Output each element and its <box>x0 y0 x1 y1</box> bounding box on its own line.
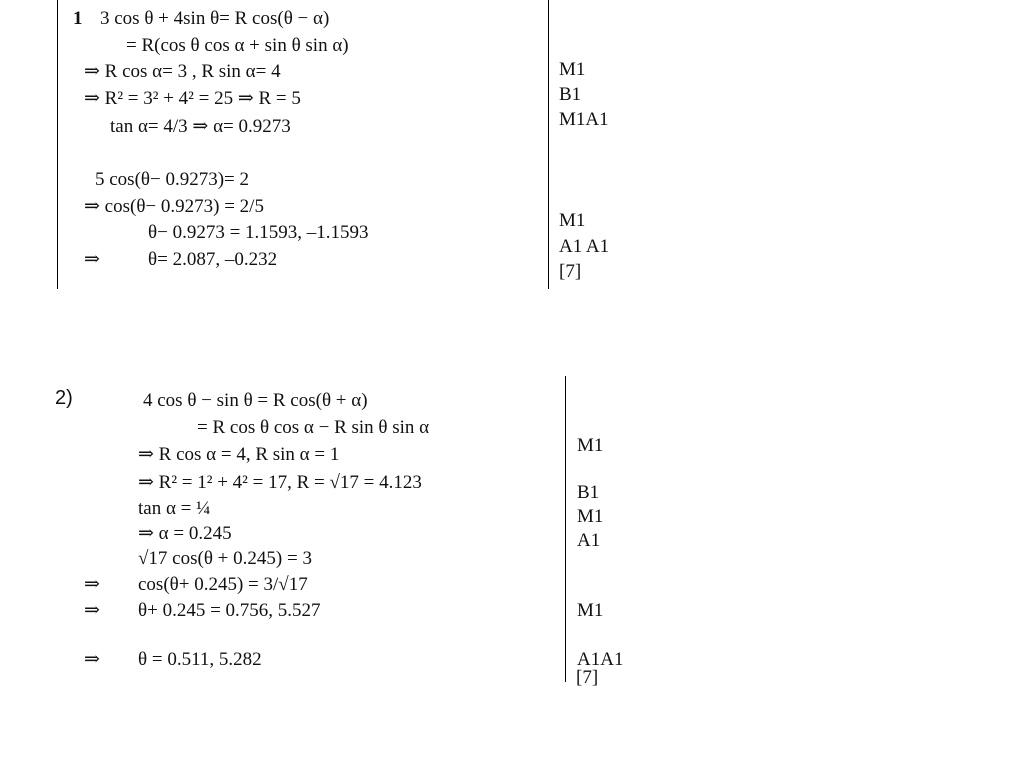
q2-implies-arrow-1: ⇒ <box>84 574 100 595</box>
q1-mark-6: [7] <box>559 261 582 282</box>
q1-line-10: θ= 2.087, –0.232 <box>148 249 278 270</box>
q1-implies-arrow: ⇒ <box>84 249 100 270</box>
q1-line-6: 5 cos(θ− 0.9273)= 2 <box>95 169 250 190</box>
q2-line-2: = R cos θ cos α − R sin θ sin α <box>197 417 430 438</box>
q2-mark-7-clipped <box>570 667 650 688</box>
q1-mark-divider <box>548 0 549 289</box>
q1-mark-2: B1 <box>559 84 582 105</box>
q2-line-1: 4 cos θ − sin θ = R cos(θ + α) <box>143 390 368 411</box>
q2-line-6: ⇒ α = 0.245 <box>138 523 232 544</box>
q1-line-8: θ− 0.9273 = 1.1593, –1.1593 <box>148 222 369 243</box>
q1-left-border <box>57 0 58 289</box>
q1-mark-5: A1 A1 <box>559 236 610 257</box>
q2-label: 2) <box>55 387 73 409</box>
q1-mark-4: M1 <box>559 210 586 231</box>
q2-line-7: √17 cos(θ + 0.245) = 3 <box>138 548 312 569</box>
q1-line-1: 3 cos θ + 4sin θ= R cos(θ − α) <box>100 8 330 29</box>
q2-line-5: tan α = ¼ <box>138 498 211 519</box>
q1-mark-3: M1A1 <box>559 109 609 130</box>
q2-line-9: cos(θ+ 0.245) = 3/√17 <box>138 574 308 595</box>
q2-mark-3: M1 <box>577 506 604 527</box>
q2-implies-arrow-2: ⇒ <box>84 600 100 621</box>
q1-line-4: ⇒ R² = 3² + 4² = 25 ⇒ R = 5 <box>84 88 301 109</box>
q1-line-5: tan α= 4/3 ⇒ α= 0.9273 <box>110 116 291 137</box>
q1-mark-1: M1 <box>559 59 586 80</box>
q2-line-4: ⇒ R² = 1² + 4² = 17, R = √17 = 4.123 <box>138 472 422 493</box>
q2-mark-7: [7] <box>576 667 599 688</box>
q2-mark-6: A1A1 <box>577 649 624 670</box>
q2-mark-divider <box>565 376 566 682</box>
q2-line-13: θ = 0.511, 5.282 <box>138 649 262 670</box>
q1-line-3: ⇒ R cos α= 3 , R sin α= 4 <box>84 61 281 82</box>
q1-line-2: = R(cos θ cos α + sin θ sin α) <box>126 35 349 56</box>
q2-implies-arrow-3: ⇒ <box>84 649 100 670</box>
q2-mark-5: M1 <box>577 600 604 621</box>
q2-mark-1: M1 <box>577 435 604 456</box>
q1-number: 1 <box>73 8 83 29</box>
q2-mark-2: B1 <box>577 482 600 503</box>
q2-mark-4: A1 <box>577 530 601 551</box>
q2-line-11: θ+ 0.245 = 0.756, 5.527 <box>138 600 321 621</box>
q2-line-3: ⇒ R cos α = 4, R sin α = 1 <box>138 444 340 465</box>
q1-line-7: ⇒ cos(θ− 0.9273) = 2/5 <box>84 196 264 217</box>
